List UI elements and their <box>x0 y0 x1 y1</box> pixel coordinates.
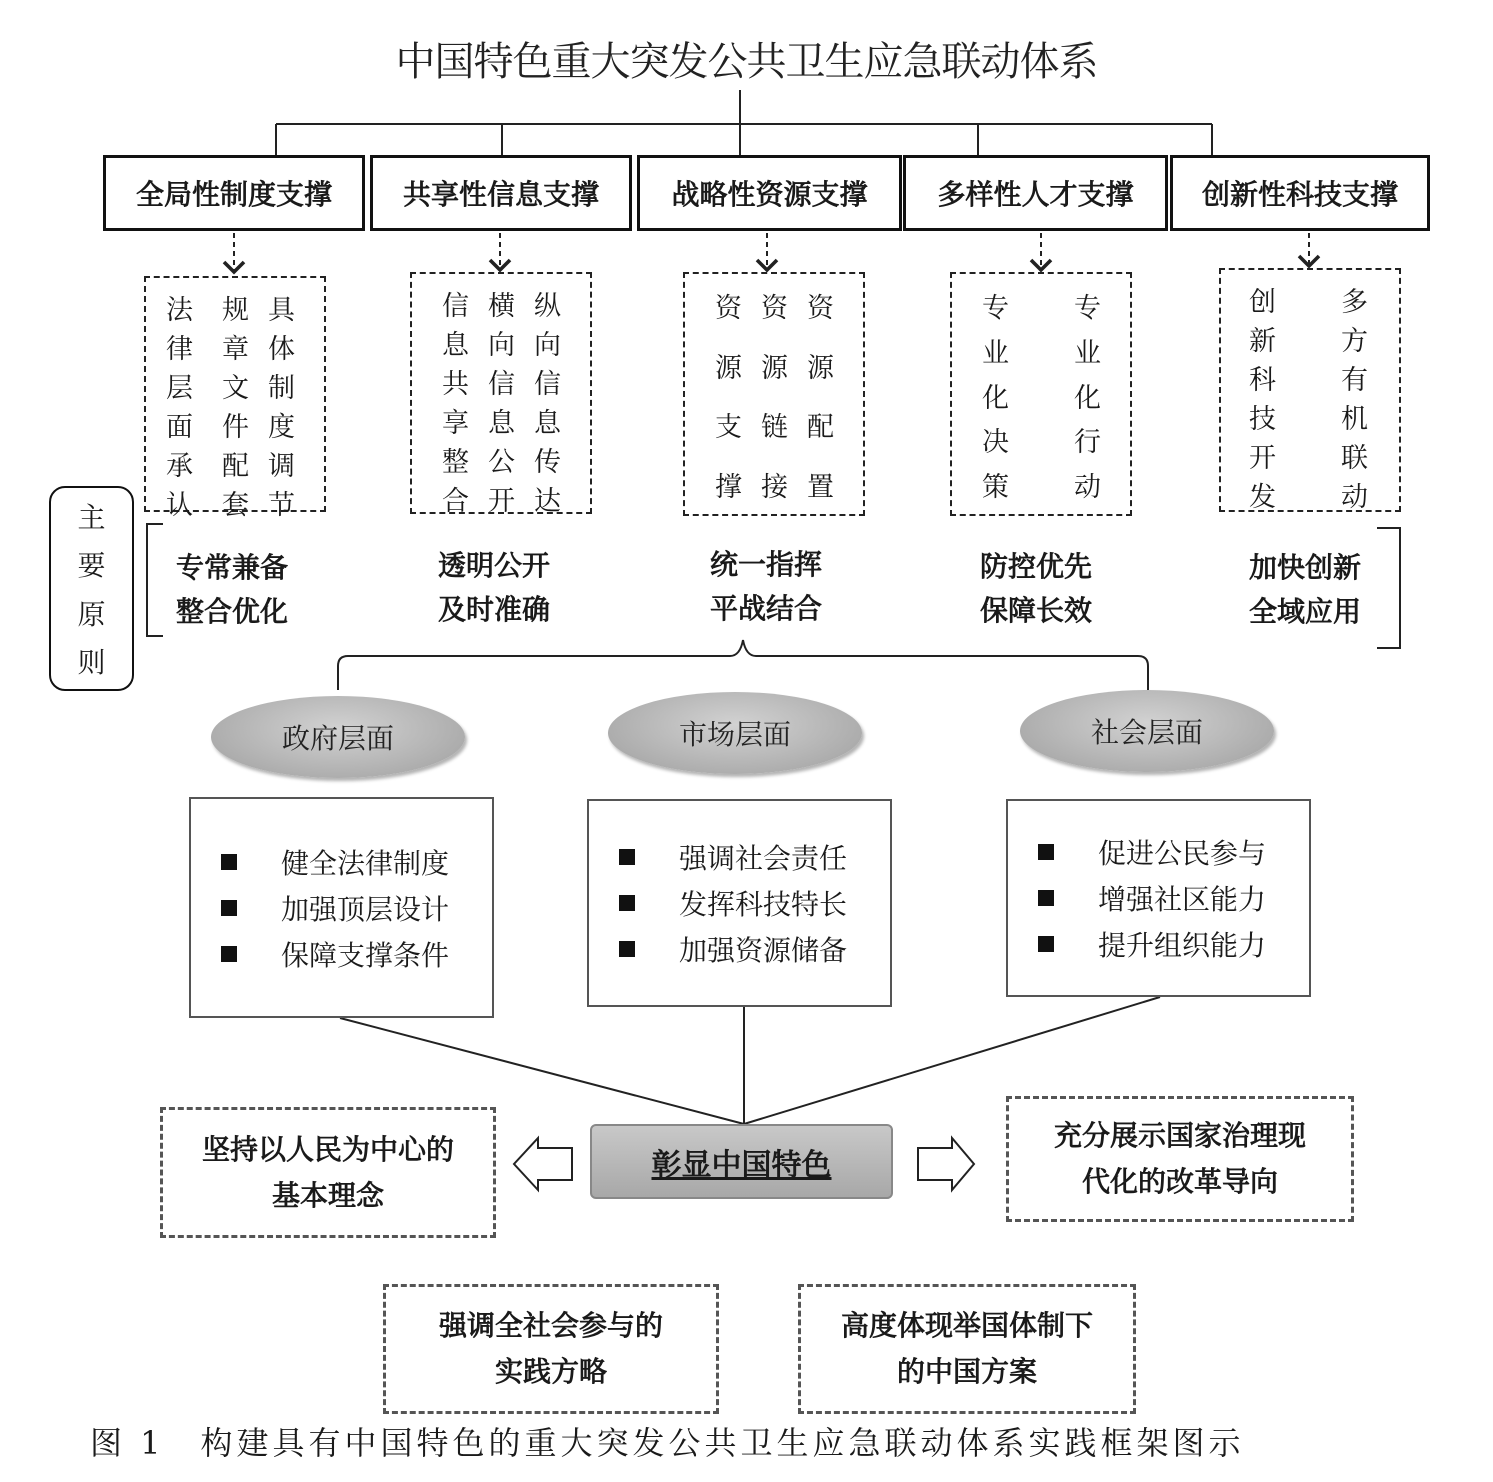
main-principles-label: 主 要 原 则 <box>49 486 134 691</box>
level-market: 市场层面 <box>608 692 862 774</box>
right-arrow-icon <box>918 1138 974 1190</box>
list-item: 保障支撑条件 <box>221 931 492 977</box>
measures-market <box>587 799 892 1007</box>
figure-caption: 图 1 构建具有中国特色的重大突发公共卫生应急联动体系实践框架图示 <box>90 1424 1245 1462</box>
detail-column: 创 新 科 技 开 发 <box>1249 287 1276 513</box>
detail-column: 专 业 化 决 策 <box>982 293 1009 503</box>
support-box-resource: 战略性资源支撑 <box>637 155 902 231</box>
detail-box-resource <box>683 272 865 516</box>
list-item: 提升组织能力 <box>1038 921 1309 967</box>
detail-column: 多 方 有 机 联 动 <box>1341 287 1368 513</box>
list-item: 增强社区能力 <box>1038 875 1309 921</box>
detail-box-information <box>410 272 592 517</box>
measures-government <box>189 797 494 1018</box>
bullet-icon <box>1038 936 1054 952</box>
principle-technology: 加快创新 全域应用 <box>1249 551 1362 628</box>
detail-box-talent <box>950 272 1132 516</box>
outcome-bottom-left: 强调全社会参与的 实践方略 <box>383 1284 719 1414</box>
list-item: 强调社会责任 <box>619 834 890 880</box>
bullet-icon <box>619 849 635 865</box>
detail-column: 信 息 共 享 整 合 <box>442 291 469 517</box>
principle-resource: 统一指挥 平战结合 <box>710 548 823 625</box>
bullet-icon <box>221 946 237 962</box>
measures-society <box>1006 799 1311 997</box>
principle-talent: 防控优先 保障长效 <box>980 550 1093 627</box>
support-box-technology: 创新性科技支撑 <box>1170 155 1430 231</box>
detail-column: 专 业 化 行 动 <box>1074 293 1101 503</box>
principle-institution: 专常兼备 整合优化 <box>176 551 289 628</box>
detail-column: 法 律 层 面 承 认 <box>166 295 193 521</box>
level-society: 社会层面 <box>1020 690 1274 772</box>
detail-column: 资 源 配 置 <box>807 293 834 503</box>
detail-column: 具 体 制 度 调 节 <box>268 295 295 521</box>
support-box-talent: 多样性人才支撑 <box>903 155 1168 231</box>
center-highlight-box: 彰显中国特色 <box>590 1124 893 1199</box>
detail-box-institution <box>144 276 326 521</box>
detail-box-technology <box>1219 268 1401 512</box>
bullet-icon <box>1038 890 1054 906</box>
list-item: 加强资源储备 <box>619 926 890 972</box>
bullet-icon <box>619 895 635 911</box>
detail-column: 规 章 文 件 配 套 <box>222 295 249 521</box>
principle-information: 透明公开 及时准确 <box>438 549 551 626</box>
bullet-icon <box>221 900 237 916</box>
left-arrow-icon <box>514 1138 572 1190</box>
detail-column: 横 向 信 息 公 开 <box>488 291 515 517</box>
level-government: 政府层面 <box>211 696 465 778</box>
detail-column: 资 源 链 接 <box>761 293 788 503</box>
bullet-icon <box>619 941 635 957</box>
list-item: 发挥科技特长 <box>619 880 890 926</box>
support-box-information: 共享性信息支撑 <box>370 155 632 231</box>
outcome-left: 坚持以人民为中心的 基本理念 <box>160 1107 496 1238</box>
bullet-icon <box>1038 844 1054 860</box>
list-item: 加强顶层设计 <box>221 885 492 931</box>
outcome-bottom-right: 高度体现举国体制下 的中国方案 <box>798 1284 1136 1414</box>
bullet-icon <box>221 854 237 870</box>
support-box-institution: 全局性制度支撑 <box>103 155 365 231</box>
diagram-title: 中国特色重大突发公共卫生应急联动体系 <box>395 39 1098 85</box>
list-item: 健全法律制度 <box>221 839 492 885</box>
list-item: 促进公民参与 <box>1038 829 1309 875</box>
detail-column: 纵 向 信 息 传 达 <box>534 291 561 517</box>
detail-column: 资 源 支 撑 <box>715 293 742 503</box>
outcome-right: 充分展示国家治理现 代化的改革导向 <box>1006 1096 1354 1222</box>
